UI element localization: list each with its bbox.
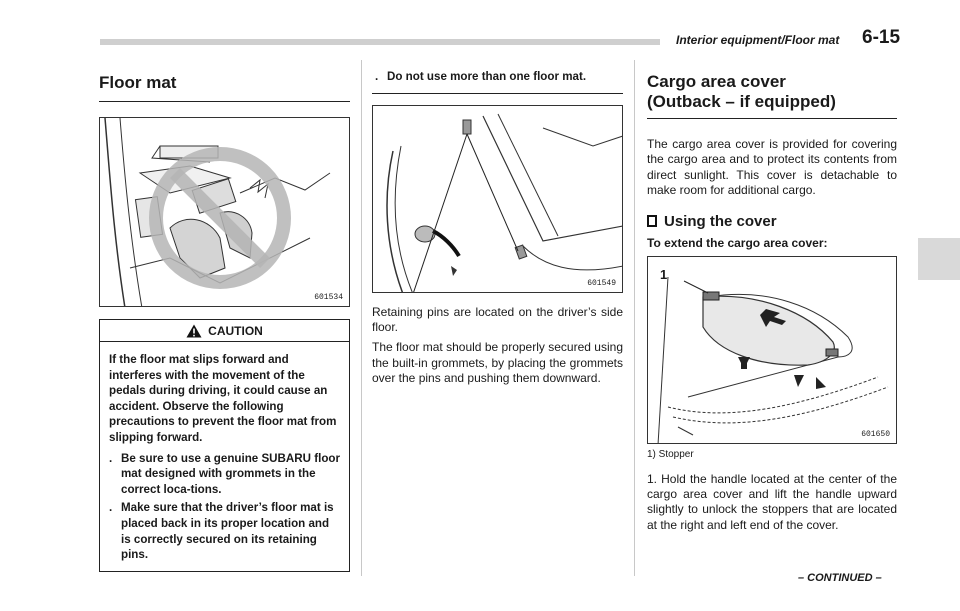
figure-caption: 1) Stopper — [647, 448, 694, 460]
list-item-text: Do not use more than one floor mat. — [387, 70, 587, 83]
caution-header — [100, 320, 349, 342]
column-divider — [361, 60, 362, 576]
caution-intro: If the floor mat slips forward and interferes with the movement of the pedals during driving, it could cause an accident. Observe the following precautions to prevent the floor mat from slipping forward. — [109, 353, 337, 444]
title-rule — [99, 101, 350, 102]
paragraph: Retaining pins are located on the driver’s side floor. — [372, 304, 623, 334]
square-marker-icon — [647, 215, 657, 227]
procedure-heading: To extend the cargo area cover: — [647, 235, 828, 250]
chapter-tab — [918, 238, 960, 280]
list-item — [372, 69, 623, 85]
page-number: 6-15 — [862, 27, 901, 48]
section-title: Floor mat — [99, 73, 177, 92]
column-floor-mat — [99, 60, 350, 572]
floor-mat-illustration — [99, 117, 350, 307]
list-item — [109, 500, 341, 562]
header-bar — [100, 39, 660, 45]
list-item-text: Make sure that the driver’s floor mat is placed back in its proper location and is correctly secured on its retaining pins. — [121, 501, 334, 562]
continued-marker: – CONTINUED – — [798, 572, 882, 584]
retaining-pin-illustration — [372, 105, 623, 293]
grommet-pin-icon — [373, 106, 623, 293]
bullet-dot: . — [109, 501, 113, 515]
caution-body — [100, 342, 349, 571]
stopper-icon — [648, 257, 897, 444]
figure-code: 601549 — [587, 278, 616, 288]
subsection-title: Using the cover — [664, 212, 777, 230]
title-rule — [647, 118, 897, 119]
paragraph: The floor mat should be properly secured using the built-in grommets, by placing the grommets over the pins and pushing them downward. — [372, 340, 623, 386]
bullet-dot: . — [109, 451, 113, 465]
section-subtitle: (Outback – if equipped) — [647, 92, 836, 111]
caution-box — [99, 319, 350, 572]
cargo-cover-illustration — [647, 256, 897, 444]
paragraph: The cargo area cover is provided for covering the cargo area and to protect its contents from direct sunlight. This cover is detachable to make room for additional cargo. — [647, 137, 897, 198]
figure-code: 601650 — [861, 429, 890, 439]
list-item — [109, 451, 341, 498]
step-text: 1. Hold the handle located at the center of the cargo area cover and lift the handle upward slightly to unlock the stoppers that are located at the right and left end of the cover. — [647, 471, 897, 532]
subsection-heading — [647, 213, 897, 230]
column-retaining-pins — [372, 66, 623, 387]
section-title: Cargo area cover — [647, 72, 786, 91]
box-rule — [372, 93, 623, 94]
column-divider — [634, 60, 635, 576]
figure-code: 601534 — [314, 293, 343, 302]
list-item-text: Be sure to use a genuine SUBARU floor mat designed with grommets in the correct loca-tions. — [121, 451, 341, 496]
column-cargo-cover — [647, 72, 897, 533]
figure-callout: 1 — [660, 266, 668, 282]
bullet-dot: . — [375, 70, 379, 83]
warning-triangle-icon — [186, 324, 202, 338]
pedal-prohibition-icon — [100, 118, 350, 307]
caution-label: CAUTION — [208, 323, 263, 338]
header-section-title: Interior equipment/Floor mat — [676, 33, 840, 47]
